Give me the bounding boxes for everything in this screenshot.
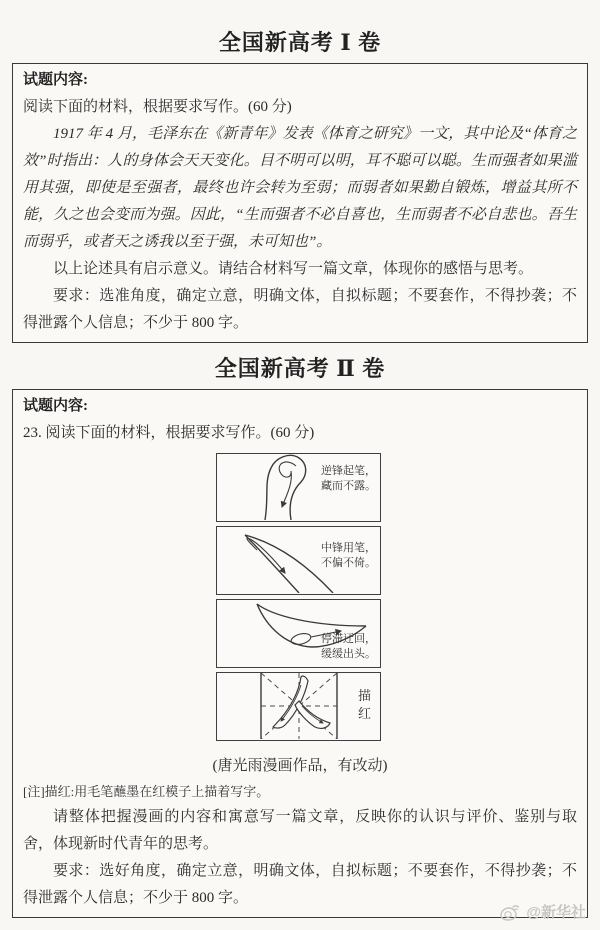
panel-1-caption-line1: 逆锋起笔， <box>321 465 376 477</box>
section1-header: 试题内容: <box>23 72 88 88</box>
panel-3-caption <box>321 632 376 662</box>
panel-1-caption-line2: 藏而不露。 <box>321 480 376 492</box>
section1-title: 全国新高考 Ⅰ 卷 <box>218 30 382 55</box>
weibo-icon <box>500 902 522 921</box>
section1-intro: 阅读下面的材料，根据要求写作。(60 分) <box>23 99 292 115</box>
calligraphy-comic <box>216 453 384 741</box>
comic-panel-4 <box>216 672 381 741</box>
section1-material: 1917 年 4 月，毛泽东在《新青年》发表《体育之研究》一文，其中论及“体育之效”时指出：人的身体会天天变化。目不明可以明，耳不聪可以聪。生而强者如果滥用其强，即使是至强者，最终也许会转为至弱；而弱者如果勤自锻炼，增益其所不能，久之也会变而为强。因此，“生而强者不必自喜也，生而弱者不必自悲也。吾生而弱乎，或者天之诱我以至于强，未可知也”。 <box>23 126 577 250</box>
panel-4-caption <box>358 687 371 723</box>
watermark-text: @新华社 <box>526 904 586 921</box>
section2-prompt: 请整体把握漫画的内容和寓意写一篇文章，反映你的认识与评价、鉴别与取舍，体现新时代青年的思考。 <box>23 809 577 852</box>
panel-1-caption <box>321 464 376 494</box>
section1-box <box>12 63 588 343</box>
section2-requirements: 要求：选好角度，确定立意，明确文体，自拟标题；不要套作，不得抄袭；不得泄露个人信息；不少于 800 字。 <box>23 863 577 906</box>
panel-4-caption-line2: 红 <box>357 706 371 721</box>
comic-panel-3 <box>216 599 381 668</box>
panel-2-caption-line2: 不偏不倚。 <box>321 557 376 569</box>
comic-panel-1 <box>216 453 381 522</box>
panel-3-caption-line2: 缓缓出头。 <box>321 648 376 660</box>
panel-2-caption <box>321 541 376 571</box>
section2-intro: 23. 阅读下面的材料，根据要求写作。(60 分) <box>23 425 315 441</box>
section1-prompt: 以上论述具有启示意义。请结合材料写一篇文章，体现你的感悟与思考。 <box>53 261 534 277</box>
panel-2-caption-line1: 中锋用笔， <box>321 542 376 554</box>
section2-header: 试题内容: <box>23 398 88 414</box>
ren-character-grid-drawing <box>217 673 380 739</box>
section2-title: 全国新高考 Ⅱ 卷 <box>214 356 386 381</box>
comic-note: [注]描红:用毛笔蘸墨在红模子上描着写字。 <box>23 784 270 799</box>
section2-box <box>12 389 588 918</box>
comic-panel-2 <box>216 526 381 595</box>
panel-3-caption-line1: 停滞迂回， <box>321 633 376 645</box>
watermark <box>500 901 586 922</box>
comic-credit: (唐光雨漫画作品，有改动) <box>212 758 388 774</box>
panel-4-caption-line1: 描 <box>357 688 371 703</box>
section1-requirements: 要求：选准角度，确定立意，明确文体，自拟标题；不要套作，不得抄袭；不得泄露个人信息；不少于 800 字。 <box>23 288 577 331</box>
